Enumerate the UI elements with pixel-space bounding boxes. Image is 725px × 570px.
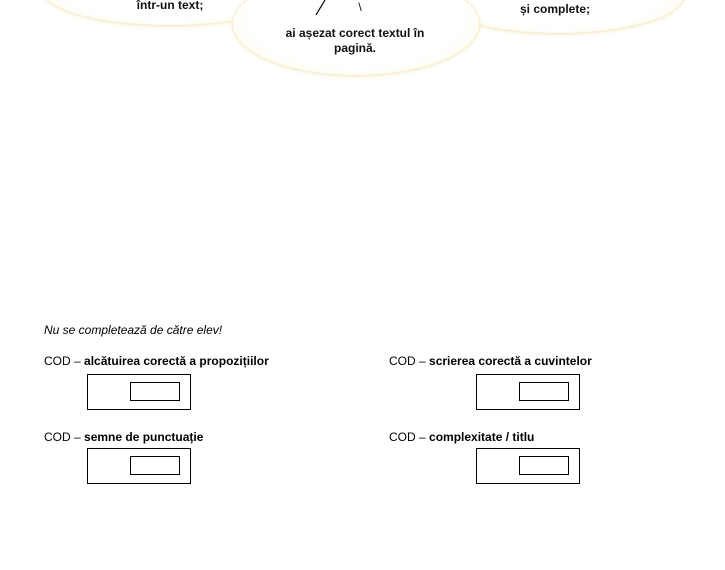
code-label-cuvinte: COD – scrierea corectă a cuvintelor bbox=[389, 354, 592, 368]
code-box-cuvinte[interactable] bbox=[476, 374, 580, 410]
bubble-center-line2: pagină. bbox=[333, 41, 376, 55]
code-label-punctuatie: COD – semne de punctuație bbox=[44, 430, 204, 444]
code-box-propozitii[interactable] bbox=[87, 374, 191, 410]
bubble-center-slash: \ bbox=[358, 0, 362, 14]
bubble-left-text bbox=[90, 0, 250, 13]
bubble-center-line1: ai așezat corect textul în bbox=[285, 26, 425, 40]
bubble-center-text bbox=[262, 26, 448, 56]
teacher-note: Nu se completează de către elev! bbox=[44, 323, 223, 337]
connector-line bbox=[300, 0, 340, 20]
code-label-complexitate: COD – complexitate / titlu bbox=[389, 430, 535, 444]
code-box-complexitate[interactable] bbox=[476, 448, 580, 484]
bubble-right-line: și complete; bbox=[519, 2, 591, 16]
code-input-cuvinte[interactable] bbox=[519, 382, 569, 401]
code-box-punctuatie[interactable] bbox=[87, 448, 191, 484]
code-input-punctuatie[interactable] bbox=[130, 456, 180, 475]
bubble-right-text bbox=[470, 2, 640, 17]
bubble-left-line: într-un text; bbox=[136, 0, 204, 12]
code-input-propozitii[interactable] bbox=[130, 382, 180, 401]
code-label-propozitii: COD – alcătuirea corectă a propozițiilor bbox=[44, 354, 269, 368]
code-input-complexitate[interactable] bbox=[519, 456, 569, 475]
